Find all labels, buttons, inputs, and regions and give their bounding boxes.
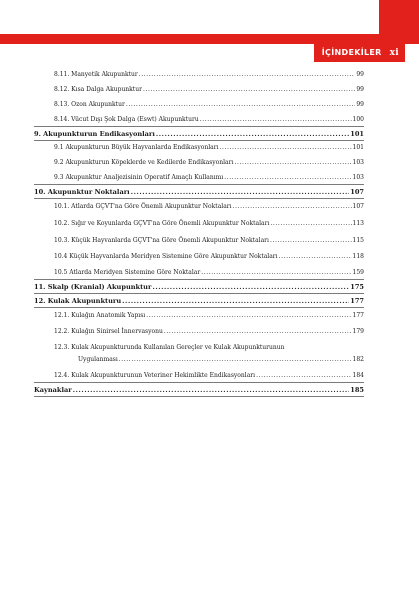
- toc-leader-dots: [122, 297, 349, 305]
- toc-entry-page: 99: [356, 101, 364, 108]
- toc-entry[interactable]: [54, 220, 364, 228]
- toc-entry[interactable]: [54, 312, 364, 320]
- toc-entry-label: 10.5 Atlarda Meridyen Sistemine Göre Noktalar: [54, 269, 201, 276]
- toc-entry[interactable]: [54, 269, 364, 277]
- toc-entry[interactable]: [54, 159, 364, 167]
- toc-leader-dots: [119, 356, 352, 364]
- toc-entry-label: 9.3 Akupunktur Analjezisinin Operatif Amaçlı Kullanımı: [54, 174, 224, 181]
- toc-entry-label: 8.14. Vücut Dışı Şok Dalga (Eswt) Akupunkturu: [54, 116, 199, 123]
- toc-entry-label: 12.1. Kulağın Anatomik Yapısı: [54, 312, 146, 319]
- toc-entry-label: 10.1. Atlarda GÇVT'na Göre Önemli Akupunktur Noktaları: [54, 203, 232, 210]
- toc-entry-continuation[interactable]: [78, 356, 364, 364]
- toc-entry-page: 175: [350, 283, 364, 291]
- toc-entry-page: 113: [352, 220, 364, 227]
- toc-entry[interactable]: [54, 253, 364, 261]
- toc-separator: [34, 293, 364, 294]
- toc-leader-dots: [143, 86, 355, 94]
- toc-entry-page: 185: [350, 386, 364, 394]
- toc-entry-page: 179: [352, 328, 364, 335]
- toc-entry-page: 101: [352, 144, 364, 151]
- toc-entry-label: 10.2. Sığır ve Koyunlarda GÇVT'na Göre Önemli Akupunktur Noktaları: [54, 220, 270, 227]
- toc-leader-dots: [152, 283, 349, 291]
- toc-leader-dots: [164, 328, 352, 336]
- toc-separator: [34, 140, 364, 141]
- toc-entry-label: 10.4 Küçük Hayvanlarda Meridyen Sistemine Göre Akupunktur Noktaları: [54, 253, 278, 260]
- toc-leader-dots: [146, 312, 351, 320]
- toc-entry-label: 12. Kulak Akupunkturu: [34, 297, 122, 305]
- toc-separator: [34, 307, 364, 308]
- toc-entry-label: 12.3. Kulak Akupunkturunda Kullanılan Gereçler ve Kulak Akupunkturunun: [54, 344, 285, 351]
- toc-entry[interactable]: [54, 144, 364, 152]
- toc-entry-page: 100: [352, 116, 364, 123]
- toc-entry[interactable]: [54, 344, 364, 352]
- toc-entry-page: 107: [350, 188, 364, 196]
- toc-entry-label: Kaynaklar: [34, 386, 72, 394]
- toc-leader-dots: [220, 144, 352, 152]
- toc-entry[interactable]: [54, 372, 364, 380]
- toc-leader-dots: [131, 188, 350, 196]
- toc-leader-dots: [270, 220, 351, 228]
- toc-entry-page: 103: [352, 174, 364, 181]
- toc-entry-label: 8.11. Manyetik Akupunktur: [54, 71, 138, 78]
- toc-entry-label: 12.2. Kulağın Sinirsel İnnervasyonu: [54, 328, 163, 335]
- toc-entry-label: 10. Akupunktur Noktaları: [34, 188, 130, 196]
- toc-entry-label: 11. Skalp (Kranial) Akupunktur: [34, 283, 152, 291]
- toc-entry[interactable]: [54, 116, 364, 124]
- toc-entry-label: 12.4. Kulak Akupunkturunun Veteriner Hekimlikte Endikasyonları: [54, 372, 256, 379]
- toc-entry-label: 9.1 Akupunkturun Büyük Hayvanlarda Endikasyonları: [54, 144, 219, 151]
- toc-entry-page: 177: [352, 312, 364, 319]
- toc-separator: [34, 198, 364, 199]
- toc-leader-dots: [126, 101, 356, 109]
- toc-leader-dots: [270, 237, 352, 245]
- toc-leader-dots: [200, 116, 352, 124]
- toc-entry-label: 9.2 Akupunkturun Köpeklerde ve Kedilerde Endikasyonları: [54, 159, 234, 166]
- toc-entry-label: 9. Akupunkturun Endikasyonları: [34, 130, 155, 138]
- toc-entry-page: 115: [352, 237, 364, 244]
- toc-entry[interactable]: [34, 188, 364, 196]
- toc-leader-dots: [256, 372, 351, 380]
- toc-entry-page: 184: [352, 372, 364, 379]
- toc-entry-page: 182: [352, 356, 364, 363]
- toc-entry-page: 99: [356, 71, 364, 78]
- toc-entry[interactable]: [34, 297, 364, 305]
- toc-entry-label: 10.3. Küçük Hayvanlarda GÇVT'na Göre Önemli Akupunktur Noktaları: [54, 237, 269, 244]
- toc-entry[interactable]: [34, 283, 364, 291]
- toc-leader-dots: [201, 269, 351, 277]
- toc-entry-page: 118: [352, 253, 364, 260]
- toc-entry[interactable]: [34, 386, 364, 394]
- toc-leader-dots: [279, 253, 352, 261]
- toc-entry-page: 101: [350, 130, 364, 138]
- toc-entry[interactable]: [54, 71, 364, 79]
- toc-leader-dots: [139, 71, 356, 79]
- running-header-page-number: xi: [389, 48, 399, 58]
- toc-entry[interactable]: [54, 86, 364, 94]
- toc-entry[interactable]: [54, 174, 364, 182]
- toc-entry-label: 8.13. Ozon Akupunktur: [54, 101, 125, 108]
- toc-leader-dots: [233, 203, 352, 211]
- toc-leader-dots: [224, 174, 351, 182]
- toc-separator: [34, 184, 364, 185]
- toc-separator: [34, 279, 364, 280]
- toc-entry[interactable]: [54, 203, 364, 211]
- toc-leader-dots: [234, 159, 351, 167]
- toc-entry-label: 8.12. Kısa Dalga Akupunktur: [54, 86, 142, 93]
- toc-entry-page: 159: [352, 269, 364, 276]
- toc-entry-page: 107: [352, 203, 364, 210]
- toc-entry-page: 177: [350, 297, 364, 305]
- toc-separator: [34, 396, 364, 397]
- toc-separator: [34, 382, 364, 383]
- toc-entry[interactable]: [54, 328, 364, 336]
- toc-separator: [34, 126, 364, 127]
- toc-leader-dots: [156, 130, 349, 138]
- toc-entry-page: 103: [352, 159, 364, 166]
- toc-entry-label: Uygulanması: [78, 356, 118, 363]
- toc-entry[interactable]: [34, 130, 364, 138]
- toc-entry[interactable]: [54, 237, 364, 245]
- toc-entry-page: 99: [356, 86, 364, 93]
- toc-leader-dots: [73, 386, 350, 394]
- running-header-title: İÇİNDEKİLER: [321, 48, 382, 57]
- toc-entry[interactable]: [54, 101, 364, 109]
